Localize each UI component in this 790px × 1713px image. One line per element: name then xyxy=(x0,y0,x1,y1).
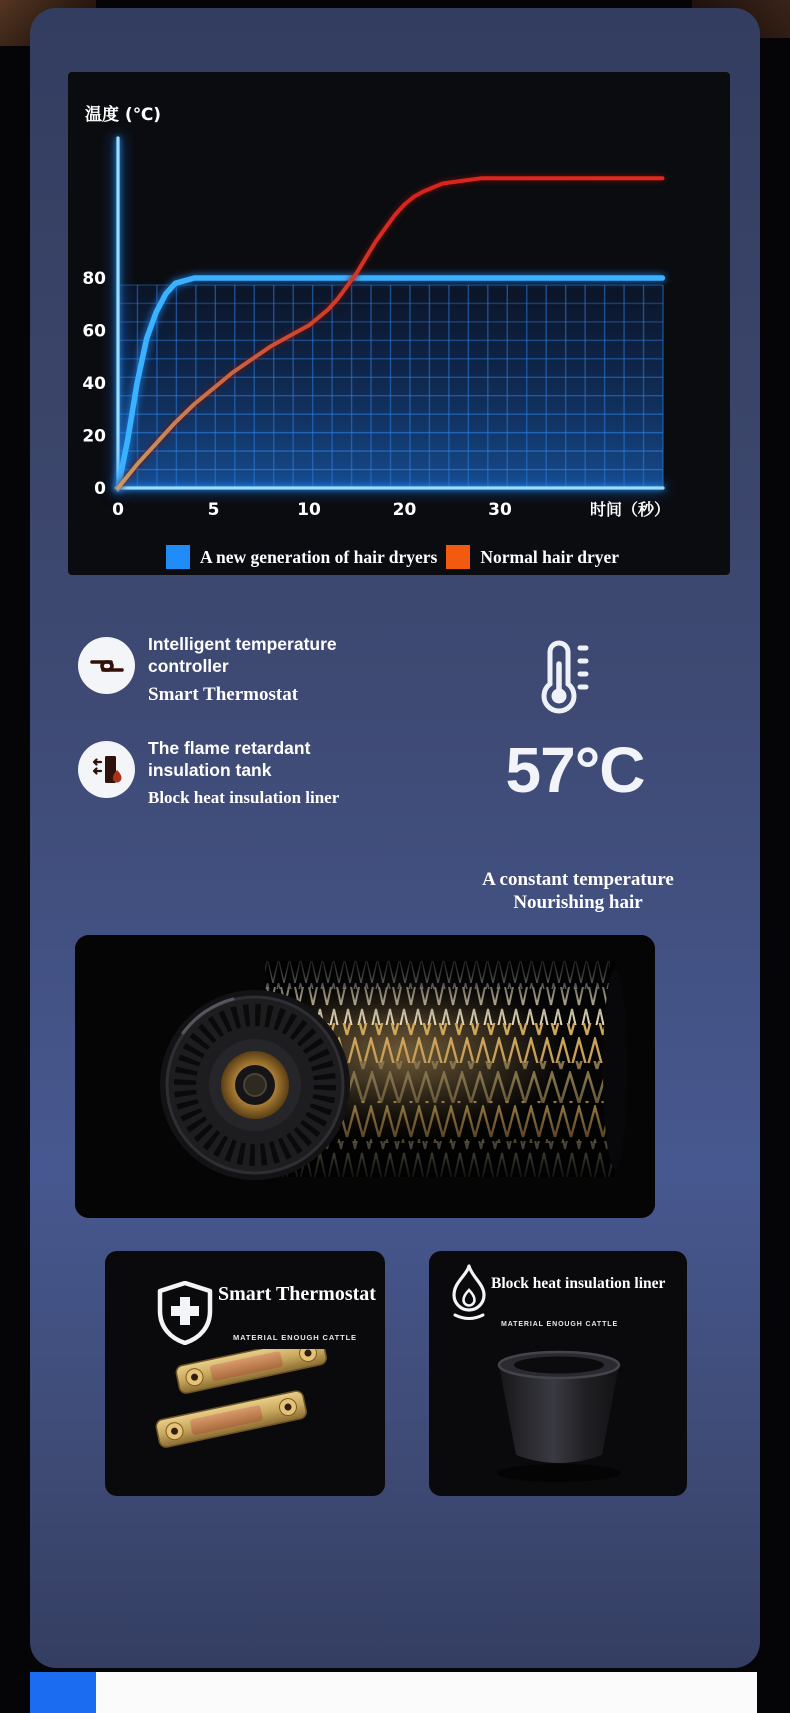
bimetal-strip-icon xyxy=(90,655,124,677)
card-title: Smart Thermostat xyxy=(218,1283,376,1305)
legend-label-new-generation: A new generation of hair dryers xyxy=(200,546,438,567)
legend-item-new-generation xyxy=(166,545,437,569)
thermometer-icon xyxy=(520,638,598,723)
x-tick-label: 5 xyxy=(207,500,220,520)
next-section-white-block xyxy=(96,1672,757,1713)
y-tick-label: 40 xyxy=(82,374,106,394)
next-section-blue-block xyxy=(30,1672,96,1713)
card-badge: MATERIAL ENOUGH CATTLE xyxy=(501,1321,619,1328)
x-tick-label: 20 xyxy=(392,500,417,520)
legend-item-normal xyxy=(446,545,619,569)
legend-swatch-normal xyxy=(446,545,470,569)
thermostat-feature-icon-circle xyxy=(78,637,135,694)
temperature-caption-line1: A constant temperature xyxy=(482,869,674,890)
chart-legend xyxy=(166,545,619,569)
insulation-liner-card xyxy=(429,1251,687,1496)
legend-swatch-new-generation xyxy=(166,545,190,569)
x-tick-label: 10 xyxy=(297,500,321,520)
x-tick-label: 30 xyxy=(488,500,512,520)
feature-title-line2: controller xyxy=(148,656,229,676)
feature-subtitle: Smart Thermostat xyxy=(148,684,299,705)
feature-subtitle: Block heat insulation liner xyxy=(148,788,340,807)
y-tick-label: 0 xyxy=(94,479,106,499)
card-title: Block heat insulation liner xyxy=(491,1275,666,1292)
content-panel xyxy=(30,8,760,1668)
insulation-feature-icon-circle xyxy=(78,741,135,798)
feature-title-line1: The flame retardant xyxy=(148,738,311,758)
bimetal-strips-illustration xyxy=(120,1349,370,1491)
y-tick-label: 80 xyxy=(82,269,106,289)
heating-element-illustration xyxy=(75,935,655,1218)
smart-thermostat-card xyxy=(105,1251,385,1496)
heating-element-photo-card xyxy=(75,935,655,1218)
feature-title-line2: insulation tank xyxy=(148,760,272,780)
temperature-caption-line2: Nourishing hair xyxy=(513,892,643,913)
feature-item-insulation xyxy=(148,737,418,808)
card-badge: MATERIAL ENOUGH CATTLE xyxy=(233,1333,357,1342)
flame-icon xyxy=(445,1263,493,1321)
y-tick-label: 60 xyxy=(82,321,106,342)
feature-title-line1: Intelligent temperature xyxy=(148,634,337,654)
temperature-caption xyxy=(448,868,708,914)
shield-plus-icon xyxy=(155,1281,215,1345)
x-axis-title: 时间（秒） xyxy=(590,500,671,519)
y-tick-label: 20 xyxy=(82,426,106,447)
insulation-liner-illustration xyxy=(454,1339,664,1489)
legend-label-normal: Normal hair dryer xyxy=(480,546,620,567)
insulation-tank-icon xyxy=(92,754,122,786)
temperature-value: 57°C xyxy=(505,734,645,806)
x-tick-label: 0 xyxy=(112,500,124,520)
temperature-chart-card xyxy=(68,72,730,575)
feature-item-thermostat xyxy=(148,633,418,706)
y-axis-title: 温度 (℃) xyxy=(85,105,162,125)
temperature-chart-svg xyxy=(68,72,730,575)
